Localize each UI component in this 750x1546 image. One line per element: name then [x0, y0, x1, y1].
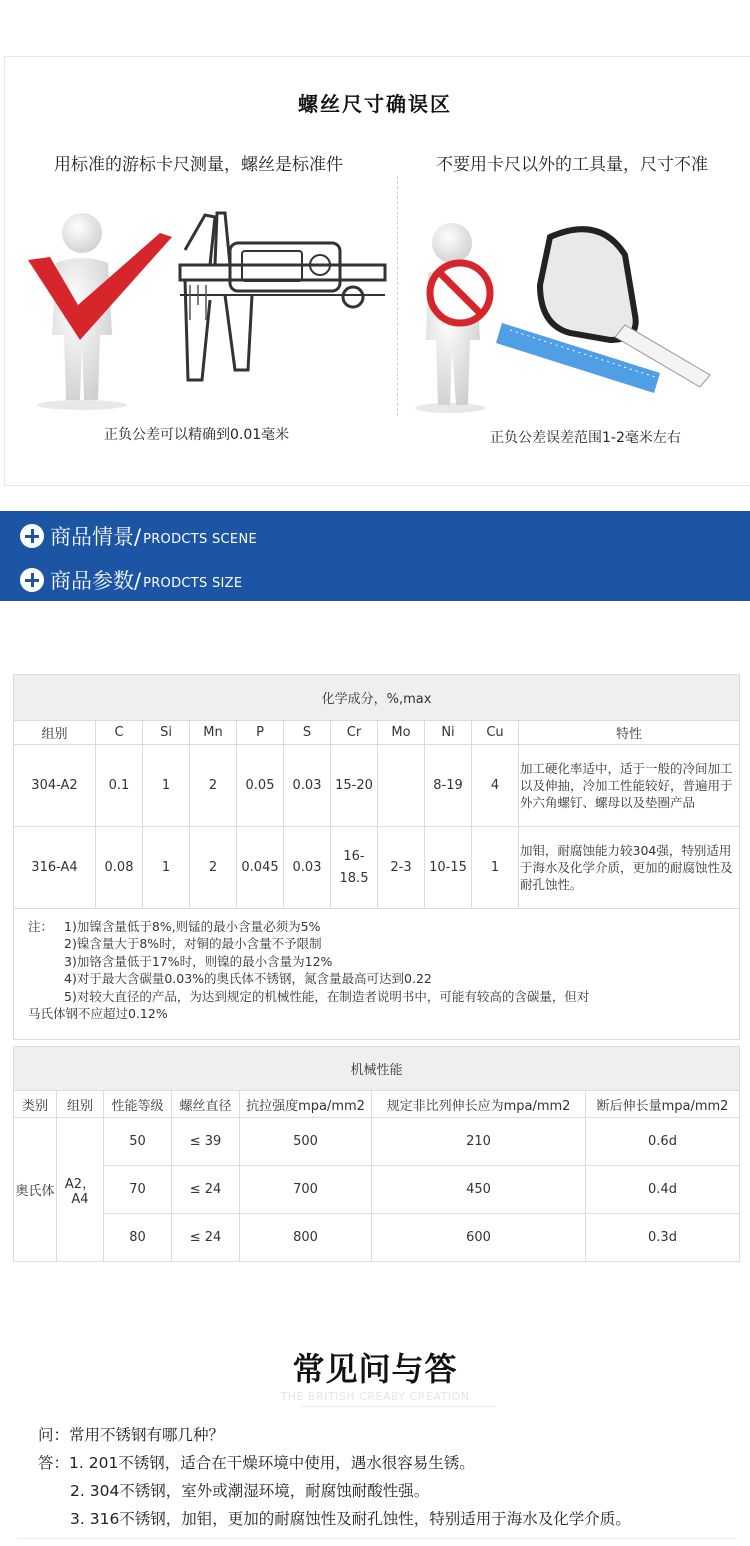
note-line: 2)镍含量大于8%时，对铜的最小含量不予限制 — [64, 936, 322, 951]
table-cell: 0.03 — [284, 745, 331, 827]
plus-circle-icon — [20, 524, 44, 548]
table-row — [14, 1166, 740, 1214]
table-cell: 2 — [190, 745, 237, 827]
banner-item-scene[interactable] — [20, 521, 257, 551]
table-cell: 450 — [372, 1166, 586, 1214]
faq-question: 问：常用不锈钢有哪几种？ — [38, 1426, 225, 1444]
faq-title: 常见问与答 — [292, 1350, 458, 1388]
table-cell: 80 — [104, 1214, 172, 1262]
group-cell: A2，A4 — [57, 1118, 104, 1262]
table-cell: 0.03 — [284, 827, 331, 909]
table-row — [14, 1118, 740, 1166]
table-cell: 0.4d — [586, 1166, 740, 1214]
table-cell: 2 — [190, 827, 237, 909]
table-row — [14, 745, 740, 827]
table-cell: 316-A4 — [14, 827, 96, 909]
table-cell: 500 — [240, 1118, 372, 1166]
table-cell: 0.045 — [237, 827, 284, 909]
banner-item-cn: 商品情景/ — [50, 525, 142, 549]
column-header: 组别 — [14, 721, 96, 745]
column-header: 抗拉强度mpa/mm2 — [240, 1091, 372, 1118]
table-cell: 15-20 — [331, 745, 378, 827]
table-cell: 8-19 — [425, 745, 472, 827]
table-cell: 4 — [472, 745, 519, 827]
wrong-method-heading: 不要用卡尺以外的工具量，尺寸不准 — [436, 155, 708, 175]
table-cell: 600 — [372, 1214, 586, 1262]
mechanical-properties-table — [13, 1046, 740, 1262]
table-cell: 1 — [143, 827, 190, 909]
chem-composition-table — [13, 674, 740, 1040]
correct-method-caption: 正负公差可以精确到0.01毫米 — [104, 427, 290, 443]
measure-title: 螺丝尺寸确误区 — [298, 92, 452, 116]
table-cell: 0.3d — [586, 1214, 740, 1262]
mech-table-title: 机械性能 — [14, 1047, 740, 1091]
faq-subtitle: THE BRITISH CREABY CREATION — [280, 1390, 470, 1403]
table-cell: 210 — [372, 1118, 586, 1166]
property-cell: 加钼，耐腐蚀能力较304强，特别适用于海水及化学介质，更加的耐腐蚀性及耐孔蚀性。 — [519, 827, 740, 909]
column-header: 类别 — [14, 1091, 57, 1118]
faq-answer: 3. 316不锈钢，加钼，更加的耐腐蚀性及耐孔蚀性，特别适用于海水及化学介质。 — [70, 1510, 631, 1528]
note-line: 1)加镍含量低于8%,则锰的最小含量必须为5% — [64, 918, 321, 934]
table-cell: 1 — [143, 745, 190, 827]
property-cell: 加工硬化率适中，适于一般的冷间加工以及伸抽，冷加工性能较好，普遍用于外六角螺钉、螺母以及垫圈产品 — [519, 745, 740, 827]
note-line: 3)加铬含量低于17%时，则镍的最小含量为12% — [64, 953, 333, 969]
column-header: 规定非比列伸长应为mpa/mm2 — [372, 1091, 586, 1118]
chem-table-title: 化学成分，%,max — [14, 675, 740, 721]
table-row — [14, 1214, 740, 1262]
column-header: 特性 — [519, 721, 740, 745]
note-line: 4)对于最大含碳量0.03%的奥氏体不锈钢，氮含量最高可达到0.22 — [64, 971, 432, 986]
column-header: 螺丝直径 — [172, 1091, 240, 1118]
table-cell: ≤ 24 — [172, 1166, 240, 1214]
note-line: 马氏体钢不应超过0.12% — [28, 1006, 168, 1021]
table-cell: 50 — [104, 1118, 172, 1166]
column-header: Cr — [331, 721, 378, 745]
person-tape-illustration — [410, 215, 720, 415]
banner-item-size[interactable] — [20, 565, 242, 595]
dashed-divider — [397, 176, 398, 416]
person-caliper-illustration — [20, 205, 390, 415]
column-header: P — [237, 721, 284, 745]
faq-underline — [300, 1406, 496, 1407]
table-cell: 2-3 — [378, 827, 425, 909]
column-header: S — [284, 721, 331, 745]
column-header: Cu — [472, 721, 519, 745]
table-cell: 0.1 — [96, 745, 143, 827]
wrong-method-caption: 正负公差误差范围1-2毫米左右 — [490, 430, 681, 446]
plus-circle-icon — [20, 568, 44, 592]
table-cell: 16- 18.5 — [331, 827, 378, 909]
note-line: 5)对较大直径的产品，为达到规定的机械性能，在制造者说明书中，可能有较高的含碳量，但对 — [64, 988, 590, 1004]
table-cell — [378, 745, 425, 827]
section-banner — [0, 511, 750, 601]
notes-cell — [14, 909, 740, 1040]
column-header: C — [96, 721, 143, 745]
column-header: 性能等级 — [104, 1091, 172, 1118]
column-header: 组别 — [57, 1091, 104, 1118]
correct-method-heading: 用标准的游标卡尺测量，螺丝是标准件 — [54, 155, 343, 175]
column-header: Mn — [190, 721, 237, 745]
table-cell: 70 — [104, 1166, 172, 1214]
table-cell: 1 — [472, 827, 519, 909]
table-cell: 10-15 — [425, 827, 472, 909]
column-header: Si — [143, 721, 190, 745]
table-cell: ≤ 39 — [172, 1118, 240, 1166]
faq-bottom-divider — [18, 1538, 738, 1539]
table-row — [14, 827, 740, 909]
notes-label: 注： — [28, 918, 54, 934]
faq-answer: 2. 304不锈钢，室外或潮湿环境，耐腐蚀耐酸性强。 — [70, 1482, 430, 1500]
banner-item-cn: 商品参数/ — [50, 569, 142, 593]
category-cell: 奥氏体 — [14, 1118, 57, 1262]
faq-answer: 答：1. 201不锈钢，适合在干燥环境中使用，遇水很容易生锈。 — [38, 1454, 475, 1472]
table-cell: 304-A2 — [14, 745, 96, 827]
table-cell: 0.05 — [237, 745, 284, 827]
prohibited-icon — [430, 263, 490, 323]
table-cell: 0.08 — [96, 827, 143, 909]
column-header: 断后伸长量mpa/mm2 — [586, 1091, 740, 1118]
table-cell: ≤ 24 — [172, 1214, 240, 1262]
column-header: Ni — [425, 721, 472, 745]
banner-item-en: PRODCTS SIZE — [143, 575, 243, 591]
banner-item-en: PRODCTS SCENE — [143, 531, 257, 547]
table-cell: 0.6d — [586, 1118, 740, 1166]
table-cell: 700 — [240, 1166, 372, 1214]
column-header: Mo — [378, 721, 425, 745]
table-cell: 800 — [240, 1214, 372, 1262]
